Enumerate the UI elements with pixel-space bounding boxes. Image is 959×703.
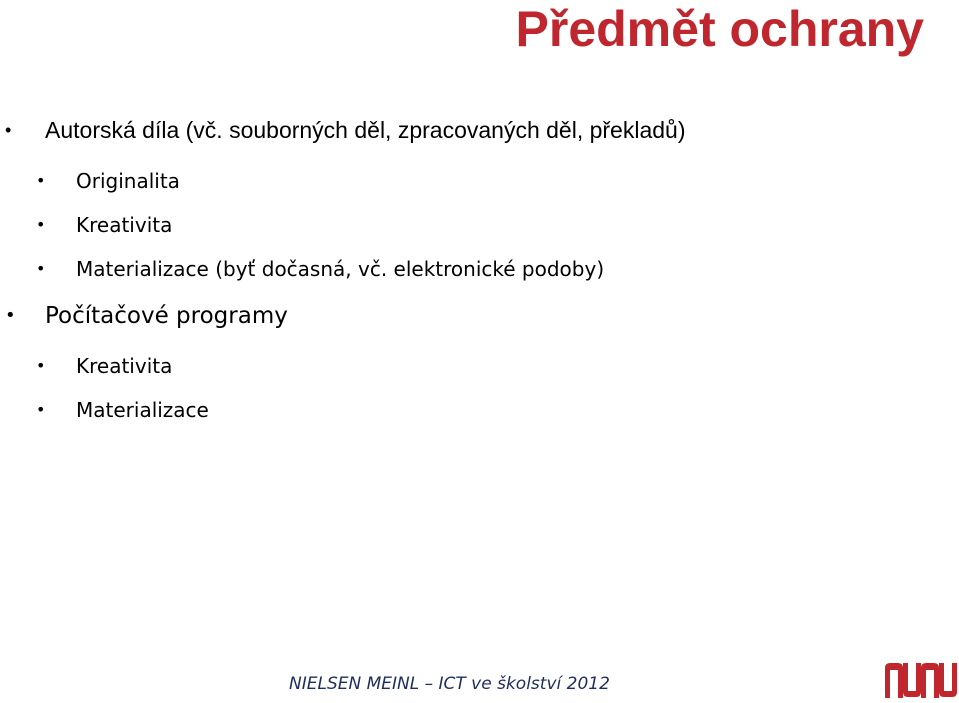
bullet-icon: • [36,215,46,234]
list-item-text: Počítačové programy [45,303,288,329]
bullet-icon: • [36,400,46,419]
list-item-text: Kreativita [76,354,173,378]
list-item [36,256,605,282]
list-item-text: Materializace [76,398,209,422]
bullet-icon: • [5,305,16,326]
list-item [5,302,288,330]
list-item-text: Kreativita [76,213,173,237]
bullet-icon: • [36,356,46,375]
bullet-icon: • [36,259,46,278]
bullet-icon: • [36,171,46,190]
bullet-icon: • [5,120,12,140]
slide-title: Předmět ochrany [515,1,924,57]
nielsen-meinl-logo-icon [885,662,957,698]
list-item [36,353,173,379]
list-item [36,168,180,194]
list-item [5,116,686,144]
list-item-text: Materializace (byť dočasná, vč. elektronické podoby) [76,257,605,281]
list-item [36,397,209,423]
footer-text: NIELSEN MEINL – ICT ve školství 2012 [289,674,610,694]
list-item-text: Autorská díla (vč. souborných děl, zpracovaných děl, překladů) [45,117,686,143]
list-item-text: Originalita [76,169,180,193]
list-item [36,212,173,238]
